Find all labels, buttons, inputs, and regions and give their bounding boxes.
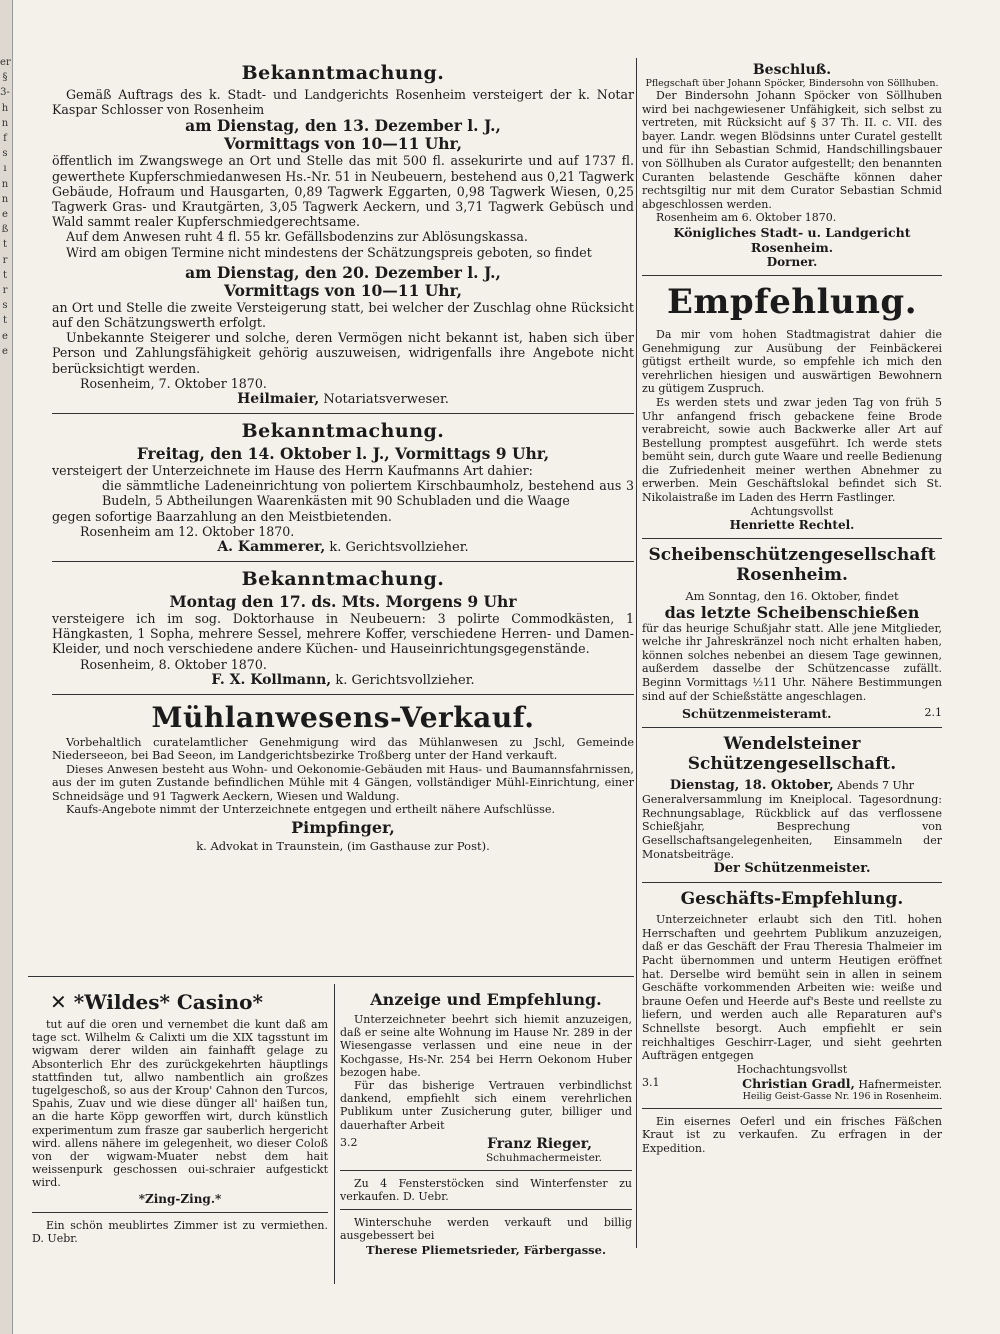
notice-title: Mühlanwesens-Verkauf. xyxy=(151,700,535,734)
divider xyxy=(642,1108,942,1109)
divider xyxy=(32,1212,328,1213)
margin-letter: r xyxy=(2,254,8,266)
margin-letter: e xyxy=(2,330,8,342)
divider xyxy=(642,727,942,728)
signature: Heilmaier, xyxy=(237,391,320,408)
notice-body: Es werden stets und zwar jeden Tag von früh 5 Uhr anfangend frisch gebackene feine Brode verabreicht, sowie auch Backwerke aller Art auf Bestellung promptest ausgeführt. Ich werde stets bemüht sein, durch gute Waare und reelle Bedienung die Zufriedenheit meiner werthen Abnehmer zu erwerben. Mein Geschäftslokal befindet sich St. Nikolaistraße im Laden des Herrn Fastlinger. xyxy=(642,395,942,505)
repeat-number: 2.1 xyxy=(924,706,942,720)
margin-letter: s xyxy=(2,148,8,160)
auction-time: Vormittags von 10—11 Uhr, xyxy=(224,134,462,154)
event-date: Dienstag, 18. Oktober, xyxy=(669,778,834,794)
notice-title: Bekanntmachung. xyxy=(241,568,445,591)
notice-title: Beschluß. xyxy=(752,62,832,78)
auction-date: Freitag, den 14. Oktober l. J., Vormittags 9 Uhr, xyxy=(136,444,550,464)
margin-letter: t xyxy=(2,315,8,327)
margin-letters xyxy=(0,55,10,359)
margin-letter: 3- xyxy=(0,87,10,99)
event-date: Am Sonntag, den 16. Oktober, findet xyxy=(685,588,899,603)
margin-letter: n xyxy=(1,117,9,129)
notice-body: Kaufs-Angebote nimmt der Unterzeichnete entgegen und ertheilt nähere Aufschlüsse. xyxy=(66,802,556,816)
notice-body: tut auf die oren und vernembet die kunt daß am tage sct. Wilhelm & Calixti um die XIX tagsstunt im wigwam derer wilden ain fainhafft gelage zu Absonterlich Ehr des zurückgekehrten häuptlings stattfinden tut, allwo nambentlich ain großzes tugelgeschoß, so aus der Kroup' Cahnon den Turcos, Spahis, Zuav und wie diese dünger all' haißen tun, an die harte Köpp geworffen wirt, durch künstlich experimentum zum frasze gar sauberlich hergericht wird. allens nähere im gelegenheit, wo dieser Coloß von der wigwam-Muater nebst dem hait weissenpurk geschossen oui-schraier aufgestickt wird. xyxy=(32,1018,328,1190)
stove-sale: Ein eisernes Oeferl und ein frisches Fäßchen Kraut ist zu verkaufen. Zu erfragen in der Expedition. xyxy=(642,1114,942,1155)
place-date: Rosenheim am 6. Oktober 1870. xyxy=(656,211,837,225)
margin-letter: n xyxy=(1,178,9,190)
business-recommendation xyxy=(642,889,942,1102)
bakery-recommendation xyxy=(642,282,942,532)
mill-sale-notice xyxy=(52,701,634,853)
auction-notice-1 xyxy=(52,62,634,407)
signature: Franz Rieger, xyxy=(487,1135,592,1152)
notice-body: versteigere ich im sog. Doktorhause in Neubeuern: 3 polirte Commodkästen, 1 Hängkasten, 1 Sopha, mehrere Sessel, mehrere Koffer, verschiedene Herren- und Damen-Kleider, und noch verschiedene andere Küchen- und Hauseinrichtungsgegenstände. xyxy=(52,611,634,657)
signature: A. Kammerer, xyxy=(217,539,326,556)
signature-role: Schuhmachermeister. xyxy=(485,1151,602,1164)
shoes-notice: Winterschuhe werden verkauft und billig ausgebessert bei xyxy=(340,1216,632,1243)
signature: Schützenmeisteramt. xyxy=(682,706,832,722)
place-date: Rosenheim, 8. Oktober 1870. xyxy=(80,656,267,672)
notice-body: gegen sofortige Baarzahlung an den Meistbietenden. xyxy=(52,508,392,524)
margin-letter: n xyxy=(1,193,9,205)
notice-title: Anzeige und Empfehlung. xyxy=(370,990,602,1009)
signature: Der Schützenmeister. xyxy=(713,861,871,877)
shooting-club-notice xyxy=(642,545,942,722)
divider xyxy=(642,882,942,883)
signature: Therese Pliemetsrieder, Färbergasse. xyxy=(366,1242,606,1257)
margin-letter: s xyxy=(2,300,8,312)
notice-title: Wendelsteiner Schützengesellschaft. xyxy=(687,734,897,775)
notice-body: Auf dem Anwesen ruht 4 fl. 55 kr. Gefällsbodenzins zur Ablösungskassa. xyxy=(66,229,528,245)
notice-title: Bekanntmachung. xyxy=(241,420,445,443)
column-divider xyxy=(636,58,637,1248)
signature: Dorner. xyxy=(766,254,818,269)
notice-body: Generalversammlung im Kneiplocal. Tagesordnung: Rechnungsablage, Rückblick auf das verflossene Schießjahr, Besprechung von Gesellschaftsangelegenheiten, Einsammeln der Monatsbeiträge. xyxy=(642,793,942,861)
margin-letter: t xyxy=(2,239,8,251)
room-for-rent: Ein schön meublirtes Zimmer ist zu vermiethen. D. Uebr. xyxy=(32,1218,328,1245)
left-column xyxy=(52,60,634,853)
notice-body: versteigert der Unterzeichnete im Hause des Herrn Kaufmanns Art dahier: xyxy=(52,463,533,479)
margin-letter: t xyxy=(2,269,8,281)
auction-date: am Dienstag, den 20. Dezember l. J., xyxy=(185,262,501,282)
notice-body: Der Bindersohn Johann Spöcker von Söllhuben wird bei nachgewiesener Unfähigkeit, sich selbst zu vertreten, mit Rücksicht auf § 37 Th. II. c. VII. des bayer. Landr. wegen Blödsinns unter Curatel gestellt und für ihn Sebastian Schmid, Handschillingsbauer von Söllhuben als Curator aufgestellt; den benannten Curanten belastende Geschäfte können daher rechtsgiltig nur mit dem Curator Sebastian Schmid abgeschlossen werden. xyxy=(642,89,942,211)
notice-body: Unterzeichneter beehrt sich hiemit anzuzeigen, daß er seine alte Wohnung im Hause Nr. 289 in der Wiesengasse verlassen und eine neue in der Kochgasse, Hs-Nr. 254 bei Herrn Oekonom Huber bezogen habe. xyxy=(340,1013,632,1079)
divider xyxy=(28,976,634,977)
auction-time: Vormittags von 10—11 Uhr, xyxy=(224,280,462,300)
notice-body: Wird am obigen Termine nicht mindestens der Schätzungspreis geboten, so findet xyxy=(66,244,592,260)
signature-role: Hafnermeister. xyxy=(858,1077,942,1091)
closing: Hochachtungsvollst xyxy=(736,1062,848,1076)
notice-body: die sämmtliche Ladeneinrichtung von poliertem Kirschbaumholz, bestehend aus 3 Budeln, 5 Abtheilungen Waarenkästen mit 90 Schubladen und die Waage xyxy=(102,478,634,509)
notice-title: *Wildes* Casino* xyxy=(73,990,263,1014)
margin-letter: r xyxy=(2,285,8,297)
signature: F. X. Kollmann, xyxy=(211,671,332,688)
casino-notice xyxy=(32,988,328,1245)
cross-icon: ✕ xyxy=(50,990,67,1014)
auction-date: Montag den 17. ds. Mts. Morgens 9 Uhr xyxy=(169,592,517,612)
event-name: das letzte Scheibenschießen xyxy=(664,602,920,622)
notice-body: an Ort und Stelle die zweite Versteigerung statt, bei welcher der Zuschlag ohne Rücksicht auf den Schätzungswerth erfolgt. xyxy=(52,299,634,331)
address: Heilig Geist-Gasse Nr. 196 in Rosenheim. xyxy=(742,1090,942,1102)
divider xyxy=(642,275,942,276)
margin-letter: h xyxy=(1,102,9,114)
margin-letter: § xyxy=(2,72,8,84)
notice-body: öffentlich im Zwangswege an Ort und Stelle das mit 500 fl. assekurirte und auf 1737 fl. gewerthete Kupferschmiedanwesen Hs.-Nr. 51 in Neubeuern, bestehend aus 0,21 Tagwerk Gebäude, Hofraum und Hausgarten, 0,89 Tagwerk Eggarten, 0,98 Tagwerk Wiesen, 0,25 Tagwerk Gras- und Krautgärten, 3,05 Tagwerk Aeckern, und 3,71 Tagwerk Gebüsch und Wald sammt realer Kupferschmiedgerechtsame. xyxy=(52,153,634,230)
court-name: Königliches Stadt- u. Landgericht Rosenheim. xyxy=(673,224,911,255)
margin-letter: ı xyxy=(3,163,7,175)
right-column xyxy=(642,60,942,1156)
wendelstein-club-notice xyxy=(642,734,942,876)
window-sale: Zu 4 Fensterstöcken sind Winterfenster zu verkaufen. D. Uebr. xyxy=(340,1176,632,1204)
notice-body: Vorbehaltlich curatelamtlicher Genehmigung wird das Mühlanwesen zu Jschl, Gemeinde Niederseeon, bei Bad Seeon, im Landgerichtsbezirke Troßberg unter der Hand verkauft. xyxy=(52,735,634,763)
auction-notice-3 xyxy=(52,568,634,688)
margin-letter: e xyxy=(2,209,8,221)
notice-body: Da mir vom hohen Stadtmagistrat dahier die Genehmigung zur Ausübung der Feinbäckerei gütigst ertheilt wurde, so empfehle ich mich den verehrlichen hiesigen und auswärtigen Bewohnern zu gütigem Zuspruch. xyxy=(642,327,942,396)
auction-notice-2 xyxy=(52,420,634,555)
bottom-column-divider xyxy=(334,984,335,1284)
notice-title: Scheibenschützengesellschaft Rosenheim. xyxy=(648,544,936,585)
divider xyxy=(52,413,634,414)
auction-date: am Dienstag, den 13. Dezember l. J., xyxy=(185,116,501,136)
signature-role: k. Gerichtsvollzieher. xyxy=(335,672,475,688)
notice-body: Unbekannte Steigerer und solche, deren Vermögen nicht bekannt ist, haben sich über Person und Zahlungsfähigkeit gehörig auszuweisen, widrigenfalls ihre Angebote nicht berücksichtigt werden. xyxy=(52,330,634,376)
place-date: Rosenheim, 7. Oktober 1870. xyxy=(80,375,267,391)
divider xyxy=(52,561,634,562)
place-date: Rosenheim am 12. Oktober 1870. xyxy=(80,523,295,539)
margin-letter: e xyxy=(2,345,8,357)
event-time: Abends 7 Uhr xyxy=(837,779,915,793)
notice-body: Unterzeichneter erlaubt sich den Titl. hohen Herrschaften und geehrtem Publikum anzuzeigen, daß er das Geschäft der Frau Theresia Thalmeier im Pacht übernommen und unterm Heutigen eröffnet hat. Derselbe wird bemüht sein in allen in seinem Geschäfte vorkommenden Arbeiten wie: weiße und braune Oefen und Heerde auf's Beste und reellste zu liefern, und werden auch alle Reparaturen auf's Schnellste besorgt. Auch empfiehlt er sein reichhaltiges Geschirr-Lager, und sieht geehrten Aufträgen entgegen xyxy=(642,913,942,1063)
divider xyxy=(340,1209,632,1210)
divider xyxy=(52,694,634,695)
notice-title: Empfehlung. xyxy=(666,281,918,322)
notice-body: Für das bisherige Vertrauen verbindlichst dankend, empfiehlt sich einem verehrlichen Publikum unter Zusicherung guter, billiger und dauerhafter Arbeit xyxy=(340,1079,632,1132)
signature-role: k. Advokat in Traunstein, (im Gasthause zur Post). xyxy=(196,839,490,854)
court-decision xyxy=(642,62,942,269)
notice-subtitle: Pflegschaft über Johann Spöcker, Bindersohn von Söllhuben. xyxy=(645,78,939,89)
notice-body: für das heurige Schußjahr statt. Alle jene Mitglieder, welche ihr Jahreskränzel noch nicht erhalten haben, können solches nebenbei an diesem Tage gewinnen, außerdem dasselbe der Schützencasse zufällt. Beginn Vormittags ½11 Uhr. Nähere Bestimmungen sind auf der Schießstätte angeschlagen. xyxy=(642,621,942,703)
margin-letter: ß xyxy=(1,224,9,236)
signature: Henriette Rechtel. xyxy=(729,517,855,532)
signature: Christian Gradl, xyxy=(742,1075,855,1091)
signature-role: k. Gerichtsvollzieher. xyxy=(329,540,469,556)
notice-intro: Gemäß Auftrags des k. Stadt- und Landgerichts Rosenheim versteigert der k. Notar Kaspar Schlosser von Rosenheim xyxy=(52,87,634,118)
notice-title: Geschäfts-Empfehlung. xyxy=(680,889,904,910)
announcement-notice xyxy=(340,988,632,1257)
margin-letter: f xyxy=(3,133,7,145)
closing: Achtungsvollst xyxy=(750,504,834,518)
closing: *Zing-Zing.* xyxy=(138,1191,222,1206)
signature-role: Notariatsverweser. xyxy=(323,392,449,408)
notice-body: Dieses Anwesen besteht aus Wohn- und Oekonomie-Gebäuden mit Haus- und Baumannsfahrnissen, aus der im guten Zustande befindlichen Mühle mit 4 Gängen, vollständiger Mühl-Einrichtung, einer Schneidsäge und 91 Tagwerk Aeckern, Wiesen und Waldung. xyxy=(52,762,634,803)
notice-title: Bekanntmachung. xyxy=(241,62,445,84)
repeat-number: 3.1 xyxy=(642,1075,660,1089)
repeat-number: 3.2 xyxy=(340,1135,358,1149)
margin-letter: er xyxy=(0,57,11,68)
divider xyxy=(340,1170,632,1171)
signature: Pimpfinger, xyxy=(291,818,395,838)
divider xyxy=(642,538,942,539)
